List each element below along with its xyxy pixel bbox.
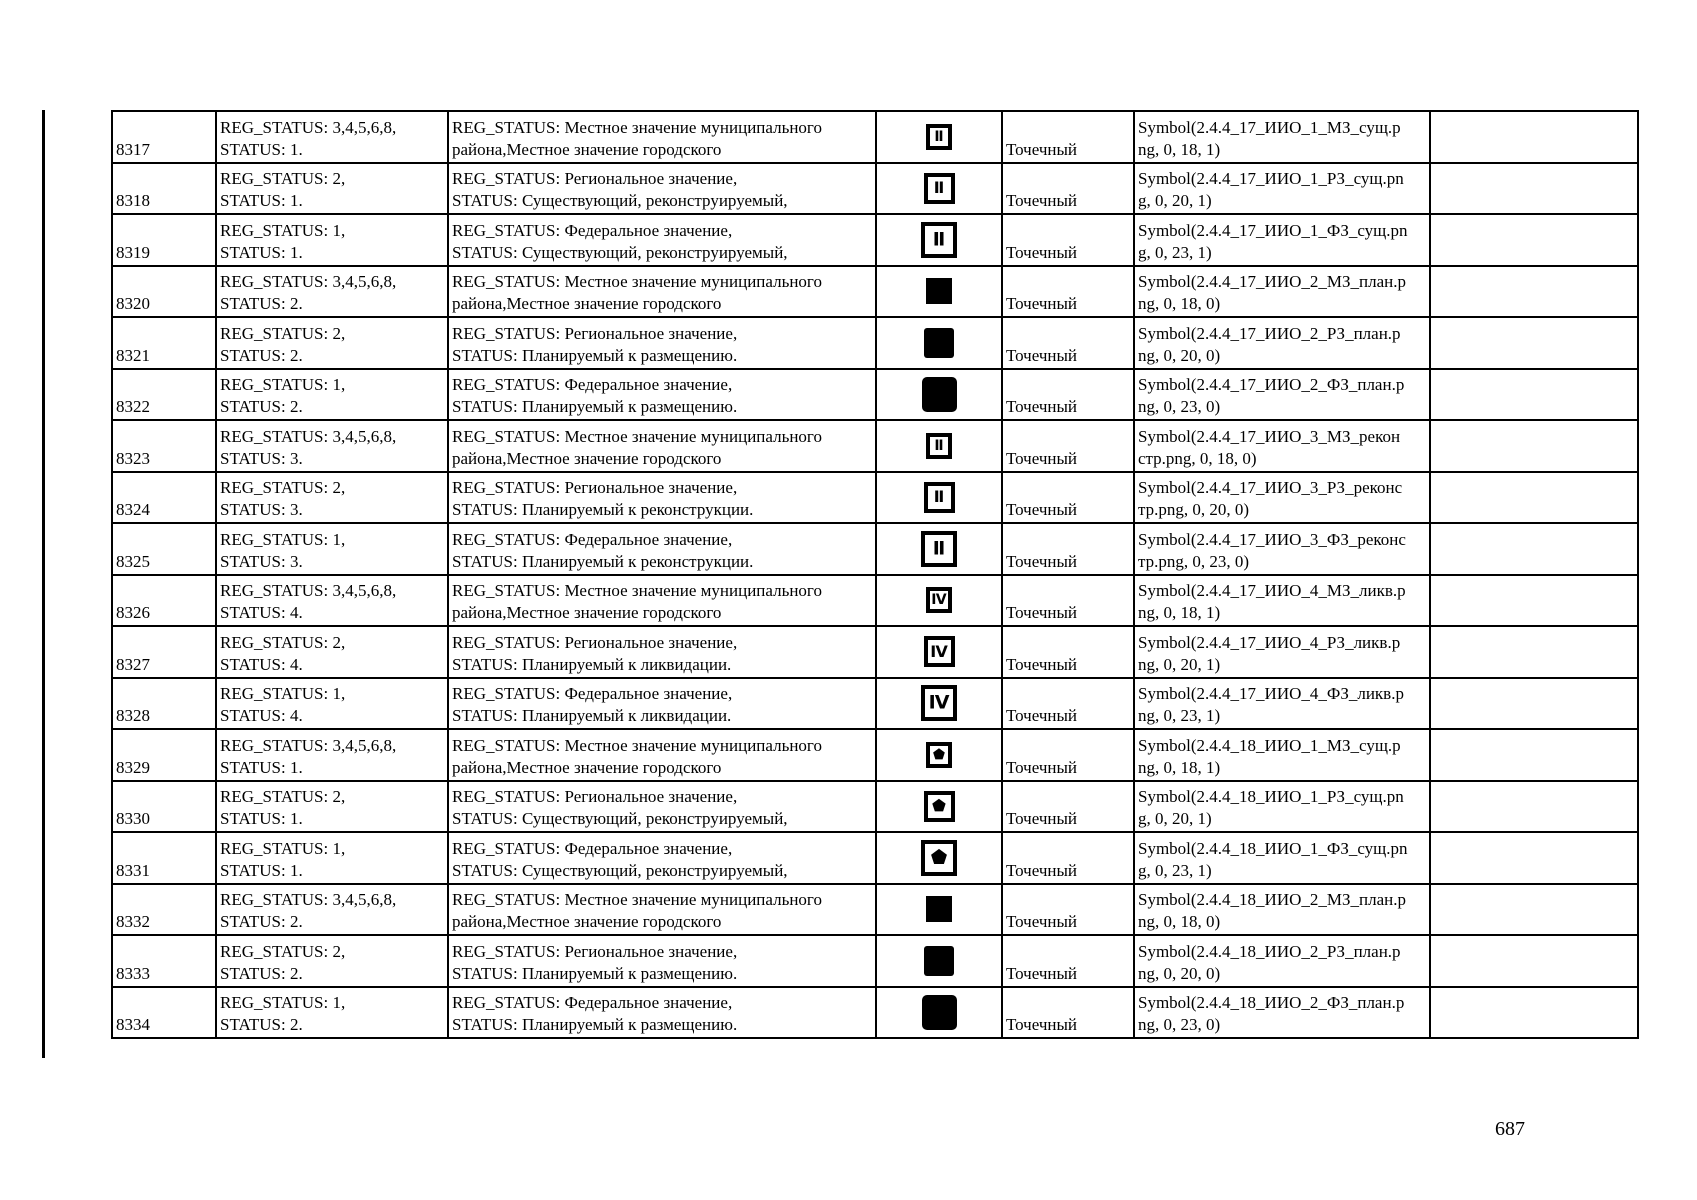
symbol-line: ng, 0, 20, 0) bbox=[1138, 345, 1221, 365]
row-code: 8332 bbox=[112, 884, 216, 936]
row-code: 8324 bbox=[112, 472, 216, 524]
row-attribute-filter bbox=[216, 472, 448, 524]
symbol-line: ng, 0, 18, 0) bbox=[1138, 912, 1221, 931]
row-code: 8331 bbox=[112, 832, 216, 884]
symbol-line: Symbol(2.4.4_17_ИИО_4_РЗ_ликв.p bbox=[1138, 632, 1401, 652]
description-line: REG_STATUS: Местное значение муниципального bbox=[452, 581, 822, 600]
row-code: 8323 bbox=[112, 420, 216, 472]
row-symbol-preview bbox=[876, 832, 1002, 884]
row-empty-cell bbox=[1430, 111, 1638, 163]
symbol-line: стр.png, 0, 18, 0) bbox=[1138, 448, 1257, 468]
row-description bbox=[448, 111, 876, 163]
description-line: REG_STATUS: Федеральное значение, bbox=[452, 220, 733, 240]
symbol-line: Symbol(2.4.4_17_ИИО_2_ФЗ_план.p bbox=[1138, 375, 1405, 394]
row-geometry-type: Точечный bbox=[1002, 832, 1134, 884]
row-description bbox=[448, 575, 876, 627]
row-symbol-preview bbox=[876, 935, 1002, 987]
row-attribute-filter bbox=[216, 523, 448, 575]
table-row bbox=[112, 729, 1638, 781]
row-symbol-preview bbox=[876, 420, 1002, 472]
row-attribute-filter bbox=[216, 266, 448, 318]
row-symbol-definition bbox=[1134, 111, 1430, 163]
row-code: 8319 bbox=[112, 214, 216, 266]
attribute-line: STATUS: 1. bbox=[220, 757, 303, 777]
description-line: STATUS: Существующий, реконструируемый, bbox=[452, 242, 788, 262]
row-empty-cell bbox=[1430, 523, 1638, 575]
building-reconstruction-icon: Ⅱ bbox=[921, 531, 957, 567]
row-attribute-filter bbox=[216, 111, 448, 163]
row-empty-cell bbox=[1430, 935, 1638, 987]
symbol-line: Symbol(2.4.4_17_ИИО_2_РЗ_план.p bbox=[1138, 323, 1401, 343]
attribute-line: STATUS: 3. bbox=[220, 448, 303, 468]
description-line: REG_STATUS: Региональное значение, bbox=[452, 323, 738, 343]
symbol-line: Symbol(2.4.4_18_ИИО_2_ФЗ_план.p bbox=[1138, 993, 1405, 1012]
attribute-line: REG_STATUS: 2, bbox=[220, 941, 346, 961]
building-existing-icon: Ⅱ bbox=[926, 124, 952, 150]
table-row bbox=[112, 523, 1638, 575]
row-geometry-type: Точечный bbox=[1002, 214, 1134, 266]
row-geometry-type: Точечный bbox=[1002, 729, 1134, 781]
description-line: района,Местное значение городского bbox=[452, 294, 722, 313]
attribute-line: STATUS: 2. bbox=[220, 963, 303, 983]
row-empty-cell bbox=[1430, 163, 1638, 215]
symbol-line: ng, 0, 18, 1) bbox=[1138, 139, 1221, 159]
row-symbol-preview bbox=[876, 317, 1002, 369]
attribute-line: STATUS: 1. bbox=[220, 809, 303, 828]
symbol-line: ng, 0, 18, 0) bbox=[1138, 294, 1221, 313]
attribute-line: REG_STATUS: 3,4,5,6,8, bbox=[220, 117, 397, 137]
row-geometry-type: Точечный bbox=[1002, 523, 1134, 575]
attribute-line: REG_STATUS: 3,4,5,6,8, bbox=[220, 272, 397, 291]
description-line: REG_STATUS: Региональное значение, bbox=[452, 632, 738, 652]
attribute-line: REG_STATUS: 3,4,5,6,8, bbox=[220, 735, 397, 755]
symbol-line: Symbol(2.4.4_17_ИИО_2_МЗ_план.p bbox=[1138, 272, 1406, 291]
row-attribute-filter bbox=[216, 626, 448, 678]
row-empty-cell bbox=[1430, 987, 1638, 1039]
symbol-line: Symbol(2.4.4_17_ИИО_3_ФЗ_реконс bbox=[1138, 529, 1406, 549]
row-symbol-definition bbox=[1134, 935, 1430, 987]
row-geometry-type: Точечный bbox=[1002, 111, 1134, 163]
table-row bbox=[112, 369, 1638, 421]
symbol-table-body bbox=[112, 111, 1638, 1038]
attribute-line: REG_STATUS: 1, bbox=[220, 838, 346, 858]
table-row bbox=[112, 575, 1638, 627]
symbol-line: ng, 0, 23, 1) bbox=[1138, 706, 1221, 725]
row-description bbox=[448, 729, 876, 781]
attribute-line: STATUS: 4. bbox=[220, 603, 303, 622]
building-liquidation-icon: Ⅳ bbox=[921, 685, 957, 721]
row-code: 8321 bbox=[112, 317, 216, 369]
attribute-line: STATUS: 1. bbox=[220, 191, 303, 210]
row-code: 8322 bbox=[112, 369, 216, 421]
symbol-table bbox=[111, 110, 1639, 1039]
attribute-line: STATUS: 2. bbox=[220, 912, 303, 931]
row-description bbox=[448, 369, 876, 421]
attribute-line: REG_STATUS: 1, bbox=[220, 684, 346, 703]
description-line: STATUS: Планируемый к размещению. bbox=[452, 345, 738, 365]
attribute-line: STATUS: 2. bbox=[220, 345, 303, 365]
row-attribute-filter bbox=[216, 317, 448, 369]
attribute-line: REG_STATUS: 3,4,5,6,8, bbox=[220, 890, 397, 909]
attribute-line: REG_STATUS: 3,4,5,6,8, bbox=[220, 581, 397, 600]
row-symbol-preview bbox=[876, 163, 1002, 215]
description-line: STATUS: Планируемый к размещению. bbox=[452, 397, 738, 416]
description-line: STATUS: Планируемый к размещению. bbox=[452, 1015, 738, 1034]
description-line: района,Местное значение городского bbox=[452, 139, 722, 159]
description-line: района,Местное значение городского bbox=[452, 448, 722, 468]
row-geometry-type: Точечный bbox=[1002, 987, 1134, 1039]
filled-square-icon bbox=[924, 946, 954, 976]
description-line: REG_STATUS: Местное значение муниципального bbox=[452, 272, 822, 291]
description-line: REG_STATUS: Федеральное значение, bbox=[452, 375, 733, 394]
row-symbol-definition bbox=[1134, 781, 1430, 833]
row-symbol-definition bbox=[1134, 420, 1430, 472]
building-reconstruction-icon: Ⅱ bbox=[924, 482, 955, 513]
row-symbol-preview bbox=[876, 626, 1002, 678]
row-symbol-preview bbox=[876, 266, 1002, 318]
attribute-line: REG_STATUS: 1, bbox=[220, 993, 346, 1012]
attribute-line: REG_STATUS: 2, bbox=[220, 632, 346, 652]
symbol-line: Symbol(2.4.4_18_ИИО_1_ФЗ_сущ.pn bbox=[1138, 838, 1408, 858]
row-symbol-preview bbox=[876, 575, 1002, 627]
row-symbol-definition bbox=[1134, 832, 1430, 884]
description-line: REG_STATUS: Местное значение муниципального bbox=[452, 426, 822, 446]
row-attribute-filter bbox=[216, 781, 448, 833]
table-row bbox=[112, 626, 1638, 678]
row-symbol-preview bbox=[876, 729, 1002, 781]
pentagon-existing-icon: ⬟ bbox=[921, 840, 957, 876]
row-symbol-preview bbox=[876, 987, 1002, 1039]
symbol-line: ng, 0, 23, 0) bbox=[1138, 397, 1221, 416]
row-geometry-type: Точечный bbox=[1002, 678, 1134, 730]
row-empty-cell bbox=[1430, 729, 1638, 781]
row-code: 8333 bbox=[112, 935, 216, 987]
row-description bbox=[448, 420, 876, 472]
filled-square-icon bbox=[926, 278, 952, 304]
row-symbol-definition bbox=[1134, 678, 1430, 730]
description-line: REG_STATUS: Местное значение муниципального bbox=[452, 117, 822, 137]
row-description bbox=[448, 884, 876, 936]
row-geometry-type: Точечный bbox=[1002, 575, 1134, 627]
description-line: REG_STATUS: Федеральное значение, bbox=[452, 993, 733, 1012]
row-code: 8320 bbox=[112, 266, 216, 318]
table-row bbox=[112, 472, 1638, 524]
row-code: 8330 bbox=[112, 781, 216, 833]
description-line: REG_STATUS: Местное значение муниципального bbox=[452, 890, 822, 909]
pentagon-existing-icon: ⬟ bbox=[924, 791, 955, 822]
description-line: района,Местное значение городского bbox=[452, 912, 722, 931]
row-symbol-preview bbox=[876, 214, 1002, 266]
row-symbol-definition bbox=[1134, 626, 1430, 678]
description-line: REG_STATUS: Местное значение муниципального bbox=[452, 735, 822, 755]
row-empty-cell bbox=[1430, 317, 1638, 369]
row-code: 8326 bbox=[112, 575, 216, 627]
table-row bbox=[112, 678, 1638, 730]
row-symbol-preview bbox=[876, 472, 1002, 524]
row-code: 8328 bbox=[112, 678, 216, 730]
row-description bbox=[448, 266, 876, 318]
symbol-line: ng, 0, 18, 1) bbox=[1138, 603, 1221, 622]
row-description bbox=[448, 163, 876, 215]
attribute-line: STATUS: 3. bbox=[220, 551, 303, 571]
attribute-line: STATUS: 1. bbox=[220, 860, 303, 880]
row-empty-cell bbox=[1430, 472, 1638, 524]
row-symbol-definition bbox=[1134, 729, 1430, 781]
description-line: REG_STATUS: Федеральное значение, bbox=[452, 838, 733, 858]
attribute-line: STATUS: 4. bbox=[220, 706, 303, 725]
row-symbol-preview bbox=[876, 884, 1002, 936]
symbol-line: Symbol(2.4.4_18_ИИО_2_МЗ_план.p bbox=[1138, 890, 1406, 909]
row-attribute-filter bbox=[216, 420, 448, 472]
row-geometry-type: Точечный bbox=[1002, 781, 1134, 833]
row-geometry-type: Точечный bbox=[1002, 884, 1134, 936]
row-empty-cell bbox=[1430, 832, 1638, 884]
description-line: STATUS: Планируемый к размещению. bbox=[452, 963, 738, 983]
symbol-line: g, 0, 23, 1) bbox=[1138, 242, 1212, 262]
symbol-line: g, 0, 20, 1) bbox=[1138, 191, 1212, 210]
row-description bbox=[448, 472, 876, 524]
row-attribute-filter bbox=[216, 987, 448, 1039]
attribute-line: REG_STATUS: 2, bbox=[220, 478, 346, 497]
table-row bbox=[112, 420, 1638, 472]
row-empty-cell bbox=[1430, 420, 1638, 472]
row-code: 8329 bbox=[112, 729, 216, 781]
row-symbol-preview bbox=[876, 523, 1002, 575]
row-empty-cell bbox=[1430, 678, 1638, 730]
row-empty-cell bbox=[1430, 884, 1638, 936]
attribute-line: REG_STATUS: 2, bbox=[220, 169, 346, 188]
table-row bbox=[112, 987, 1638, 1039]
description-line: STATUS: Планируемый к ликвидации. bbox=[452, 654, 732, 674]
table-row bbox=[112, 781, 1638, 833]
attribute-line: STATUS: 2. bbox=[220, 294, 303, 313]
row-symbol-preview bbox=[876, 369, 1002, 421]
row-geometry-type: Точечный bbox=[1002, 163, 1134, 215]
description-line: STATUS: Планируемый к ликвидации. bbox=[452, 706, 732, 725]
description-line: REG_STATUS: Федеральное значение, bbox=[452, 529, 733, 549]
symbol-line: ng, 0, 20, 0) bbox=[1138, 963, 1221, 983]
row-symbol-preview bbox=[876, 111, 1002, 163]
row-geometry-type: Точечный bbox=[1002, 626, 1134, 678]
row-empty-cell bbox=[1430, 626, 1638, 678]
symbol-line: Symbol(2.4.4_17_ИИО_1_МЗ_сущ.p bbox=[1138, 117, 1401, 137]
filled-square-icon bbox=[922, 995, 957, 1030]
symbol-line: ng, 0, 20, 1) bbox=[1138, 654, 1221, 674]
row-symbol-definition bbox=[1134, 884, 1430, 936]
attribute-line: STATUS: 2. bbox=[220, 397, 303, 416]
table-row bbox=[112, 832, 1638, 884]
row-geometry-type: Точечный bbox=[1002, 472, 1134, 524]
table-row bbox=[112, 884, 1638, 936]
row-attribute-filter bbox=[216, 163, 448, 215]
row-description bbox=[448, 935, 876, 987]
description-line: STATUS: Планируемый к реконструкции. bbox=[452, 500, 754, 519]
table-row bbox=[112, 935, 1638, 987]
row-symbol-definition bbox=[1134, 317, 1430, 369]
table-row bbox=[112, 317, 1638, 369]
row-symbol-definition bbox=[1134, 472, 1430, 524]
symbol-line: Symbol(2.4.4_17_ИИО_1_ФЗ_сущ.pn bbox=[1138, 220, 1408, 240]
symbol-line: ng, 0, 23, 0) bbox=[1138, 1015, 1221, 1034]
row-empty-cell bbox=[1430, 266, 1638, 318]
pentagon-existing-icon: ⬟ bbox=[926, 742, 952, 768]
row-description bbox=[448, 317, 876, 369]
attribute-line: STATUS: 2. bbox=[220, 1015, 303, 1034]
row-symbol-definition bbox=[1134, 987, 1430, 1039]
attribute-line: STATUS: 4. bbox=[220, 654, 303, 674]
attribute-line: REG_STATUS: 2, bbox=[220, 787, 346, 806]
attribute-line: REG_STATUS: 2, bbox=[220, 323, 346, 343]
row-attribute-filter bbox=[216, 369, 448, 421]
attribute-line: STATUS: 1. bbox=[220, 242, 303, 262]
description-line: района,Местное значение городского bbox=[452, 603, 722, 622]
description-line: STATUS: Существующий, реконструируемый, bbox=[452, 809, 788, 828]
row-geometry-type: Точечный bbox=[1002, 369, 1134, 421]
building-existing-icon: Ⅱ bbox=[921, 222, 957, 258]
description-line: REG_STATUS: Региональное значение, bbox=[452, 169, 738, 188]
attribute-line: REG_STATUS: 3,4,5,6,8, bbox=[220, 426, 397, 446]
row-code: 8325 bbox=[112, 523, 216, 575]
row-empty-cell bbox=[1430, 214, 1638, 266]
attribute-line: REG_STATUS: 1, bbox=[220, 375, 346, 394]
description-line: STATUS: Существующий, реконструируемый, bbox=[452, 860, 788, 880]
attribute-line: REG_STATUS: 1, bbox=[220, 529, 346, 549]
row-description bbox=[448, 214, 876, 266]
attribute-line: STATUS: 3. bbox=[220, 500, 303, 519]
symbol-line: Symbol(2.4.4_17_ИИО_3_МЗ_рекон bbox=[1138, 426, 1401, 446]
filled-square-icon bbox=[924, 328, 954, 358]
row-code: 8327 bbox=[112, 626, 216, 678]
row-description bbox=[448, 832, 876, 884]
row-symbol-definition bbox=[1134, 266, 1430, 318]
row-description bbox=[448, 626, 876, 678]
table-row bbox=[112, 214, 1638, 266]
symbol-line: Symbol(2.4.4_18_ИИО_1_МЗ_сущ.p bbox=[1138, 735, 1401, 755]
symbol-line: g, 0, 23, 1) bbox=[1138, 860, 1212, 880]
row-description bbox=[448, 678, 876, 730]
symbol-line: тр.png, 0, 23, 0) bbox=[1138, 551, 1250, 571]
row-symbol-preview bbox=[876, 678, 1002, 730]
attribute-line: REG_STATUS: 1, bbox=[220, 220, 346, 240]
description-line: района,Местное значение городского bbox=[452, 757, 722, 777]
row-geometry-type: Точечный bbox=[1002, 317, 1134, 369]
symbol-line: Symbol(2.4.4_17_ИИО_4_ФЗ_ликв.p bbox=[1138, 684, 1404, 703]
description-line: STATUS: Существующий, реконструируемый, bbox=[452, 191, 788, 210]
symbol-line: Symbol(2.4.4_18_ИИО_2_РЗ_план.p bbox=[1138, 941, 1401, 961]
margin-rule bbox=[42, 110, 45, 1058]
table-row bbox=[112, 111, 1638, 163]
row-attribute-filter bbox=[216, 214, 448, 266]
filled-square-icon bbox=[926, 896, 952, 922]
row-symbol-definition bbox=[1134, 523, 1430, 575]
row-attribute-filter bbox=[216, 575, 448, 627]
row-symbol-definition bbox=[1134, 575, 1430, 627]
row-attribute-filter bbox=[216, 729, 448, 781]
row-description bbox=[448, 523, 876, 575]
row-empty-cell bbox=[1430, 369, 1638, 421]
symbol-line: g, 0, 20, 1) bbox=[1138, 809, 1212, 828]
row-code: 8318 bbox=[112, 163, 216, 215]
symbol-line: тр.png, 0, 20, 0) bbox=[1138, 500, 1250, 519]
building-reconstruction-icon: Ⅱ bbox=[926, 433, 952, 459]
row-geometry-type: Точечный bbox=[1002, 935, 1134, 987]
row-symbol-definition bbox=[1134, 369, 1430, 421]
row-description bbox=[448, 987, 876, 1039]
description-line: REG_STATUS: Региональное значение, bbox=[452, 941, 738, 961]
symbol-line: Symbol(2.4.4_18_ИИО_1_РЗ_сущ.pn bbox=[1138, 787, 1404, 806]
table-row bbox=[112, 266, 1638, 318]
row-attribute-filter bbox=[216, 935, 448, 987]
row-attribute-filter bbox=[216, 884, 448, 936]
table-row bbox=[112, 163, 1638, 215]
row-description bbox=[448, 781, 876, 833]
row-empty-cell bbox=[1430, 781, 1638, 833]
building-existing-icon: Ⅱ bbox=[924, 173, 955, 204]
description-line: REG_STATUS: Региональное значение, bbox=[452, 787, 738, 806]
symbol-line: Symbol(2.4.4_17_ИИО_4_МЗ_ликв.p bbox=[1138, 581, 1406, 600]
description-line: REG_STATUS: Федеральное значение, bbox=[452, 684, 733, 703]
row-attribute-filter bbox=[216, 832, 448, 884]
building-liquidation-icon: Ⅳ bbox=[924, 636, 955, 667]
row-geometry-type: Точечный bbox=[1002, 420, 1134, 472]
symbol-line: ng, 0, 18, 1) bbox=[1138, 757, 1221, 777]
page-number: 687 bbox=[1495, 1118, 1525, 1140]
attribute-line: STATUS: 1. bbox=[220, 139, 303, 159]
building-liquidation-icon: Ⅳ bbox=[926, 587, 952, 613]
row-geometry-type: Точечный bbox=[1002, 266, 1134, 318]
row-symbol-preview bbox=[876, 781, 1002, 833]
row-code: 8317 bbox=[112, 111, 216, 163]
symbol-line: Symbol(2.4.4_17_ИИО_1_РЗ_сущ.pn bbox=[1138, 169, 1404, 188]
symbol-line: Symbol(2.4.4_17_ИИО_3_РЗ_реконс bbox=[1138, 478, 1403, 497]
row-empty-cell bbox=[1430, 575, 1638, 627]
description-line: REG_STATUS: Региональное значение, bbox=[452, 478, 738, 497]
row-symbol-definition bbox=[1134, 214, 1430, 266]
row-code: 8334 bbox=[112, 987, 216, 1039]
description-line: STATUS: Планируемый к реконструкции. bbox=[452, 551, 754, 571]
row-attribute-filter bbox=[216, 678, 448, 730]
row-symbol-definition bbox=[1134, 163, 1430, 215]
filled-square-icon bbox=[922, 377, 957, 412]
